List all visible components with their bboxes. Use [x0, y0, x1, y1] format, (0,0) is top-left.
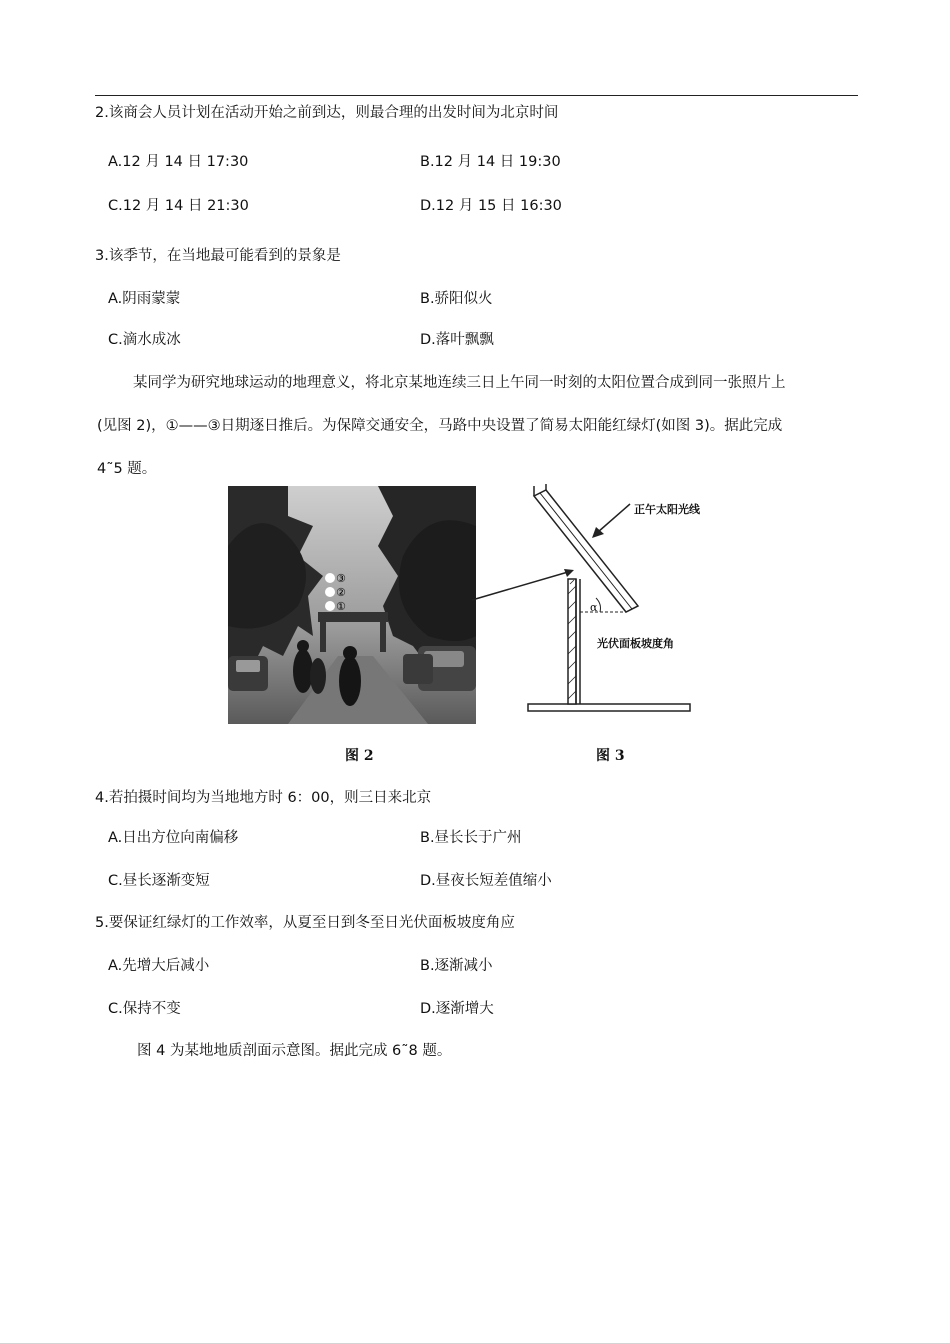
passage-line-2: (见图 2)，①——③日期逐日推后。为保障交通安全，马路中央设置了简易太阳能红绿灯(如图 3)。据此完成: [97, 418, 783, 434]
alpha-label: α: [590, 601, 598, 614]
sunlight-label: 正午太阳光线: [634, 503, 700, 516]
question-2-option-b: B.12 月 14 日 19:30: [420, 154, 561, 170]
question-4-option-a: A.日出方位向南偏移: [108, 830, 239, 846]
question-2-option-a: A.12 月 14 日 17:30: [108, 154, 249, 170]
passage-line-3: 4˜5 题。: [97, 461, 157, 477]
question-4-option-d: D.昼夜长短差值缩小: [420, 873, 552, 889]
figure-2-caption: 图 2: [345, 748, 374, 764]
question-5-option-b: B.逐渐减小: [420, 958, 493, 974]
question-3-option-b: B.骄阳似火: [420, 291, 493, 307]
slope-angle-label: 光伏面板坡度角: [597, 637, 674, 650]
question-3-option-d: D.落叶飘飘: [420, 332, 494, 348]
figure-3-caption: 图 3: [596, 748, 625, 764]
figure-2-photo: [228, 486, 476, 724]
question-5-option-d: D.逐渐增大: [420, 1001, 494, 1017]
figure-4-intro: 图 4 为某地地质剖面示意图。据此完成 6˜8 题。: [137, 1043, 452, 1059]
header-rule: [95, 95, 858, 96]
question-4-option-b: B.昼长长于广州: [420, 830, 522, 846]
figure-3-diagram: [520, 484, 700, 724]
question-4-stem: 4.若拍摄时间均为当地地方时 6：00，则三日来北京: [95, 790, 432, 806]
question-2-stem: 2.该商会人员计划在活动开始之前到达，则最合理的出发时间为北京时间: [95, 105, 559, 121]
question-2-option-c: C.12 月 14 日 21:30: [108, 198, 249, 214]
sun-marker-3: ③: [336, 572, 346, 585]
question-5-option-c: C.保持不变: [108, 1001, 181, 1017]
sun-marker-1: ①: [336, 600, 346, 613]
question-2-option-d: D.12 月 15 日 16:30: [420, 198, 562, 214]
question-5-stem: 5.要保证红绿灯的工作效率，从夏至日到冬至日光伏面板坡度角应: [95, 915, 515, 931]
passage-line-1: 某同学为研究地球运动的地理意义，将北京某地连续三日上午同一时刻的太阳位置合成到同一张照片上: [133, 375, 786, 391]
question-3-option-a: A.阴雨蒙蒙: [108, 291, 181, 307]
question-3-option-c: C.滴水成冰: [108, 332, 181, 348]
question-3-stem: 3.该季节，在当地最可能看到的景象是: [95, 248, 341, 264]
question-5-option-a: A.先增大后减小: [108, 958, 210, 974]
sun-marker-2: ②: [336, 586, 346, 599]
question-4-option-c: C.昼长逐渐变短: [108, 873, 210, 889]
